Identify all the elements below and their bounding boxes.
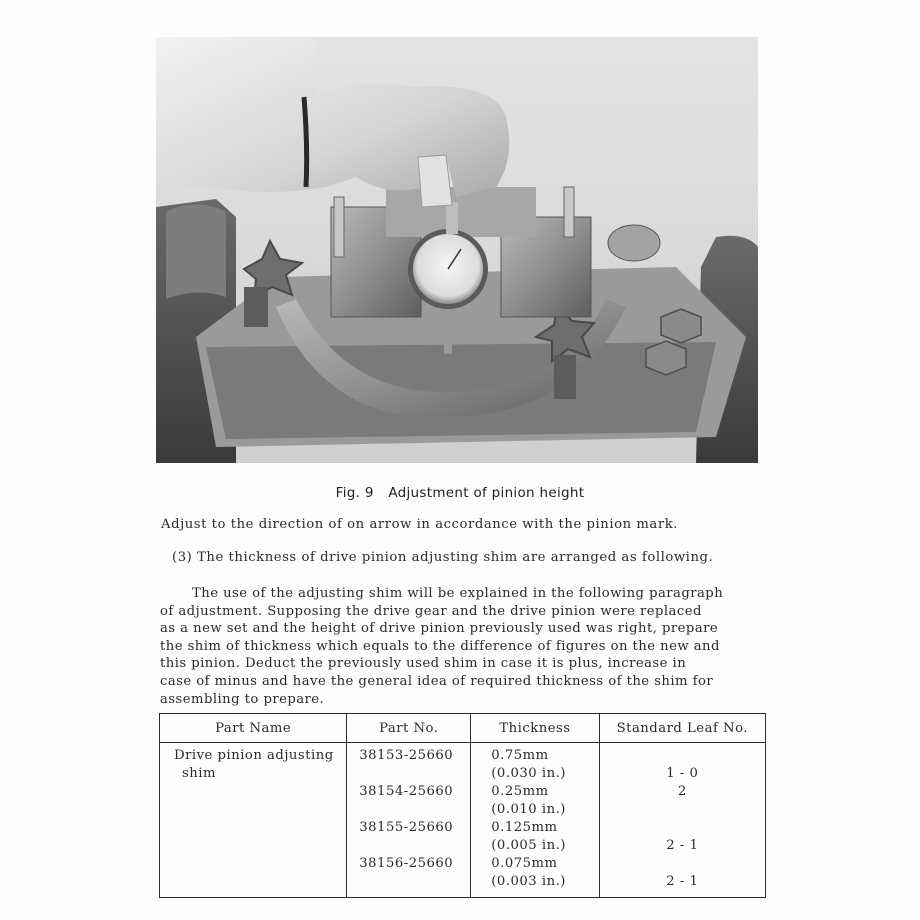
leaf-no-value: 2 - 1 xyxy=(666,874,699,889)
thickness-cell xyxy=(471,743,599,898)
header-thickness: Thickness xyxy=(471,714,599,743)
thickness-group xyxy=(491,783,598,819)
figure-photo xyxy=(156,37,758,463)
paragraph-line: case of minus and have the general idea of required thickness of the shim for xyxy=(160,673,714,689)
header-part-no: Part No. xyxy=(347,714,471,743)
thickness-inch: (0.003 in.) xyxy=(491,874,566,889)
shim-table xyxy=(159,713,766,898)
paragraph-line: of adjustment. Supposing the drive gear and the drive pinion were replaced xyxy=(160,603,702,619)
paragraph-line: the shim of thickness which equals to the difference of figures on the new and xyxy=(160,638,720,654)
figure-caption xyxy=(0,485,920,501)
thickness-group xyxy=(491,819,598,855)
thickness-mm: 0.125mm xyxy=(491,820,558,835)
header-part-name: Part Name xyxy=(160,714,347,743)
part-no-cell xyxy=(347,743,471,898)
table-row xyxy=(160,743,766,898)
part-no-value: 38155-25660 xyxy=(359,820,454,835)
adjust-direction-line: Adjust to the direction of on arrow in accordance with the pinion mark. xyxy=(161,517,678,532)
thickness-mm: 0.75mm xyxy=(491,748,549,763)
paragraph-line: The use of the adjusting shim will be explained in the following paragraph xyxy=(192,586,724,601)
item-3-line: (3) The thickness of drive pinion adjusting shim are arranged as following. xyxy=(172,550,714,565)
part-no-value: 38153-25660 xyxy=(359,748,454,763)
leaf-no-value: 2 xyxy=(677,784,687,799)
thickness-inch: (0.030 in.) xyxy=(491,766,566,781)
pinion-gauge-photo-illustration xyxy=(156,37,758,463)
shim-usage-paragraph xyxy=(160,585,770,708)
part-name-line: shim xyxy=(182,766,216,781)
leaf-no-cell xyxy=(599,743,765,898)
part-no-value: 38156-25660 xyxy=(359,856,454,871)
thickness-group xyxy=(491,855,598,891)
thickness-inch: (0.005 in.) xyxy=(491,838,566,853)
paragraph-line: this pinion. Deduct the previously used shim in case it is plus, increase in xyxy=(160,656,687,672)
figure-title: Adjustment of pinion height xyxy=(388,485,585,501)
part-name-line: Drive pinion adjusting xyxy=(174,748,334,763)
thickness-group xyxy=(491,747,598,783)
part-name-cell xyxy=(160,743,347,898)
table-header-row xyxy=(160,714,766,743)
thickness-inch: (0.010 in.) xyxy=(491,802,566,817)
thickness-mm: 0.25mm xyxy=(491,784,549,799)
paragraph-line: assembling to prepare. xyxy=(160,691,325,707)
leaf-no-value: 1 - 0 xyxy=(666,766,699,781)
figure-label: Fig. 9 xyxy=(335,485,374,501)
header-standard-leaf-no: Standard Leaf No. xyxy=(599,714,765,743)
part-no-value: 38154-25660 xyxy=(359,784,454,799)
thickness-mm: 0.075mm xyxy=(491,856,558,871)
leaf-no-value: 2 - 1 xyxy=(666,838,699,853)
paragraph-line: as a new set and the height of drive pinion previously used was right, prepare xyxy=(160,621,719,637)
